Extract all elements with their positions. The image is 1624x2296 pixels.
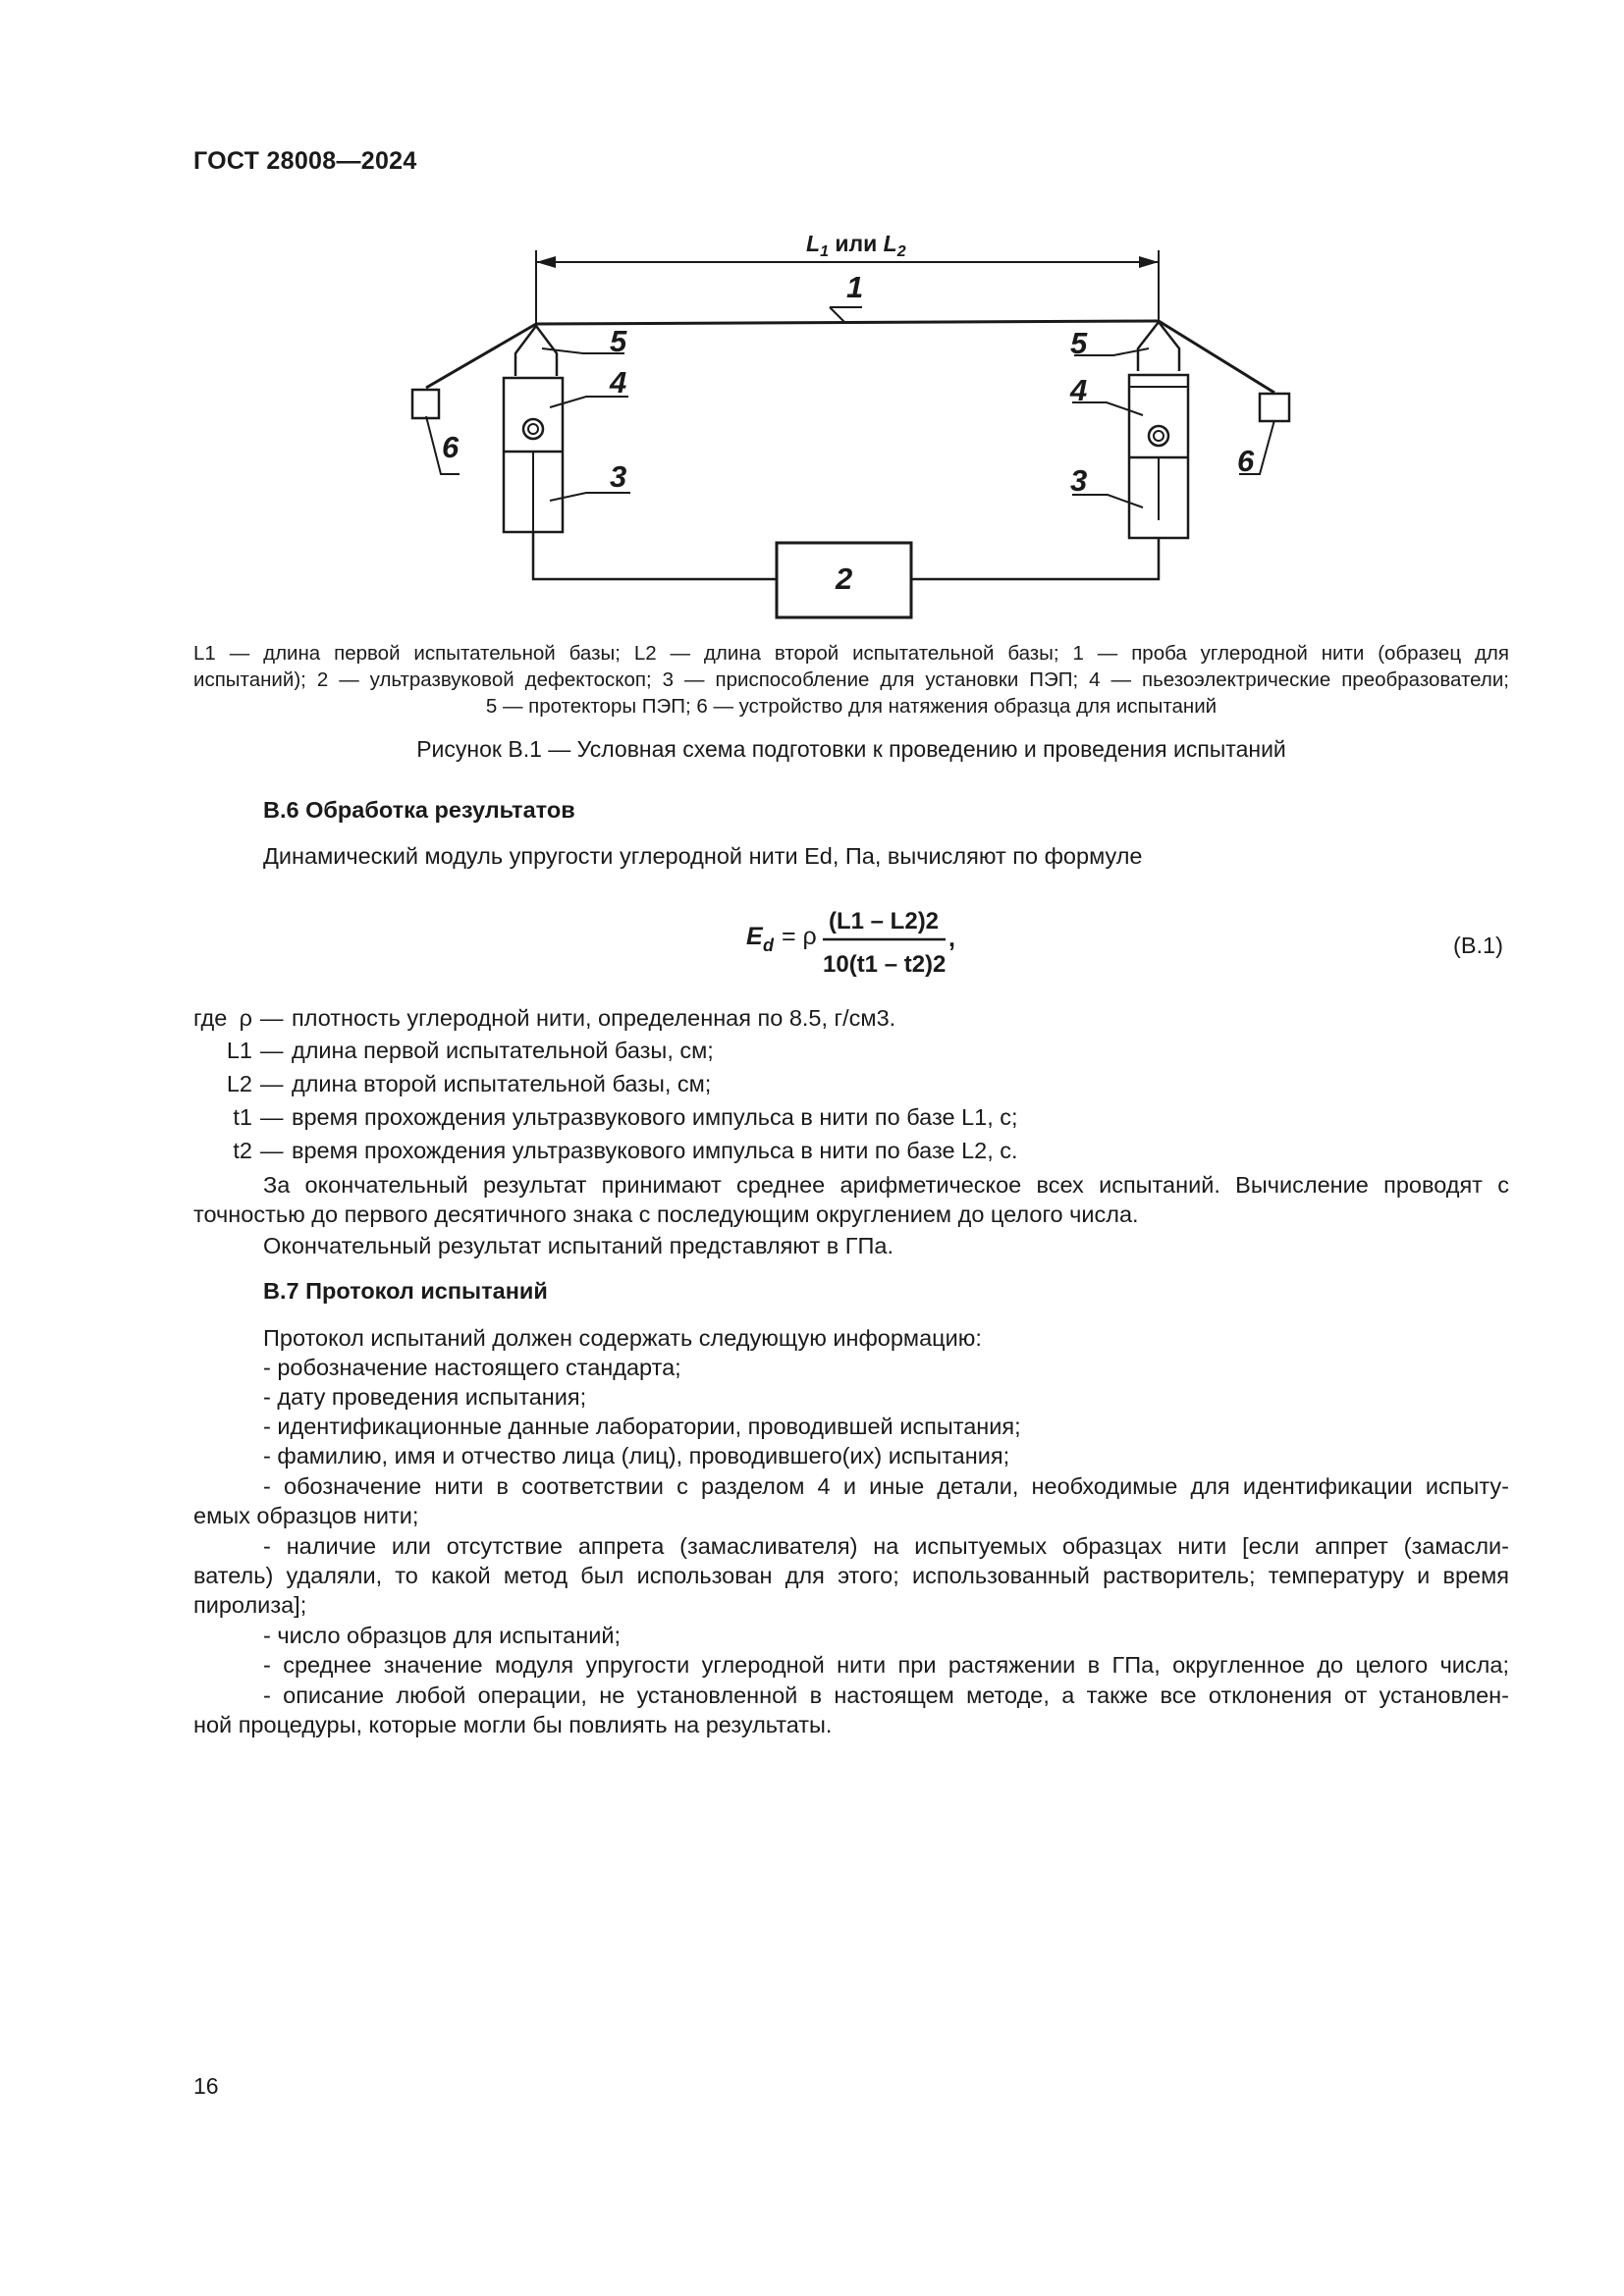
- definition-l1: L1 — длина первой испытательной базы, см;: [226, 1038, 714, 1063]
- label-fixture-left: 3: [610, 459, 627, 494]
- definition-l2: L2 — длина второй испытательной базы, см;: [226, 1071, 712, 1096]
- label-flaw-detector: 2: [836, 561, 853, 596]
- transducer-sensor-left: [523, 419, 543, 439]
- cable-right: [911, 538, 1159, 579]
- section-b7-intro: Протокол испытаний должен содержать следующую информацию:: [263, 1325, 982, 1351]
- dimension-arrow-right: [1139, 256, 1159, 268]
- label-protector-right: 5: [1070, 326, 1088, 360]
- svg-text:d: d: [763, 935, 774, 955]
- list-item: - дату проведения испытания;: [263, 1384, 587, 1410]
- list-item: - наличие или отсутствие аппрета (замасливателя) на испытуемых образцах нити [если аппрет (замасли-: [263, 1533, 1509, 1559]
- definition-t1: t1 — время прохождения ультразвукового импульса в нити по базе L1, с;: [233, 1104, 1018, 1130]
- tensioner-left: [412, 390, 439, 418]
- svg-text:,: ,: [948, 925, 955, 952]
- list-item-continuation: емых образцов нити;: [193, 1503, 419, 1528]
- list-item: - фамилию, имя и отчество лица (лиц), проводившего(их) испытания;: [263, 1443, 1010, 1468]
- formula-number: (В.1): [1453, 933, 1503, 958]
- svg-text:10(t1 – t2)2: 10(t1 – t2)2: [823, 951, 947, 978]
- svg-text:E: E: [746, 923, 763, 950]
- list-item-continuation: ватель) удаляли, то какой метод был использован для этого; использованный растворитель; температуру и время: [193, 1563, 1509, 1588]
- transducer-sensor-right: [1149, 426, 1168, 446]
- section-b6-heading: В.6 Обработка результатов: [263, 797, 575, 823]
- page-number: 16: [193, 2073, 219, 2099]
- final-result-units: Окончательный результат испытаний представляют в ГПа.: [263, 1233, 893, 1258]
- label-tensioner-right: 6: [1237, 444, 1255, 478]
- label-tensioner-left: 6: [442, 430, 460, 464]
- list-item-continuation: пиролиза];: [193, 1592, 307, 1618]
- svg-text:(L1 – L2)2: (L1 – L2)2: [829, 908, 940, 934]
- definition-rho: где ρ — плотность углеродной нити, определенная по 8.5, г/см3.: [193, 1005, 896, 1031]
- list-item: - описание любой операции, не установленной в настоящем методе, а также все отклонения от установлен-: [263, 1682, 1509, 1708]
- tensioner-right: [1260, 394, 1289, 421]
- label-sample: 1: [846, 270, 864, 304]
- list-item: - число образцов для испытаний;: [263, 1623, 622, 1648]
- figure-caption: Рисунок В.1 — Условная схема подготовки к проведению и проведения испытаний: [416, 736, 1286, 762]
- fiber-sample-line: [536, 321, 1159, 324]
- figure-legend-line-2: испытаний); 2 — ультразвуковой дефектоскоп; 3 — приспособление для установки ПЭП; 4 — пьезоэлектрические преобразователи;: [193, 668, 1509, 691]
- list-item: - идентификационные данные лаборатории, проводившей испытания;: [263, 1414, 1021, 1439]
- list-item: - среднее значение модуля упругости углеродной нити при растяжении в ГПа, округленное до целого числа;: [263, 1652, 1509, 1678]
- list-item-continuation: ной процедуры, которые могли бы повлиять на результаты.: [193, 1712, 833, 1737]
- final-result-line-1: За окончательный результат принимают среднее арифметическое всех испытаний. Вычисление проводят с: [263, 1172, 1509, 1198]
- label-transducer-left: 4: [610, 365, 627, 400]
- label-fixture-right: 3: [1070, 463, 1088, 498]
- test-scheme-figure: [0, 0, 1624, 628]
- list-item: - обозначение нити в соответствии с разделом 4 и иные детали, необходимые для идентификации испыту-: [263, 1473, 1509, 1499]
- document-header: ГОСТ 28008—2024: [193, 147, 417, 175]
- modulus-formula: [746, 895, 992, 984]
- svg-text:= ρ: = ρ: [782, 923, 817, 950]
- cable-left: [533, 532, 777, 579]
- section-b6-intro: Динамический модуль упругости углеродной нити Ed, Па, вычисляют по формуле: [263, 843, 1143, 869]
- label-transducer-right: 4: [1070, 373, 1088, 407]
- definition-t2: t2 — время прохождения ультразвукового импульса в нити по базе L2, с.: [233, 1138, 1018, 1163]
- figure-legend-line-1: L1 — длина первой испытательной базы; L2 — длина второй испытательной базы; 1 — проба углеродной нити (образец для: [193, 642, 1509, 665]
- figure-legend-line-3: 5 — протекторы ПЭП; 6 — устройство для натяжения образца для испытаний: [485, 695, 1218, 718]
- section-b7-heading: В.7 Протокол испытаний: [263, 1278, 548, 1304]
- label-protector-left: 5: [610, 324, 627, 358]
- tension-wire-right: [1159, 321, 1274, 393]
- dimension-label: $L_1$ или $L_2$: [806, 231, 906, 260]
- final-result-line-2: точностью до первого десятичного знака с последующим округлением до целого числа.: [193, 1201, 1139, 1227]
- list-item: - робозначение настоящего стандарта;: [263, 1355, 681, 1380]
- dimension-arrow-left: [536, 256, 556, 268]
